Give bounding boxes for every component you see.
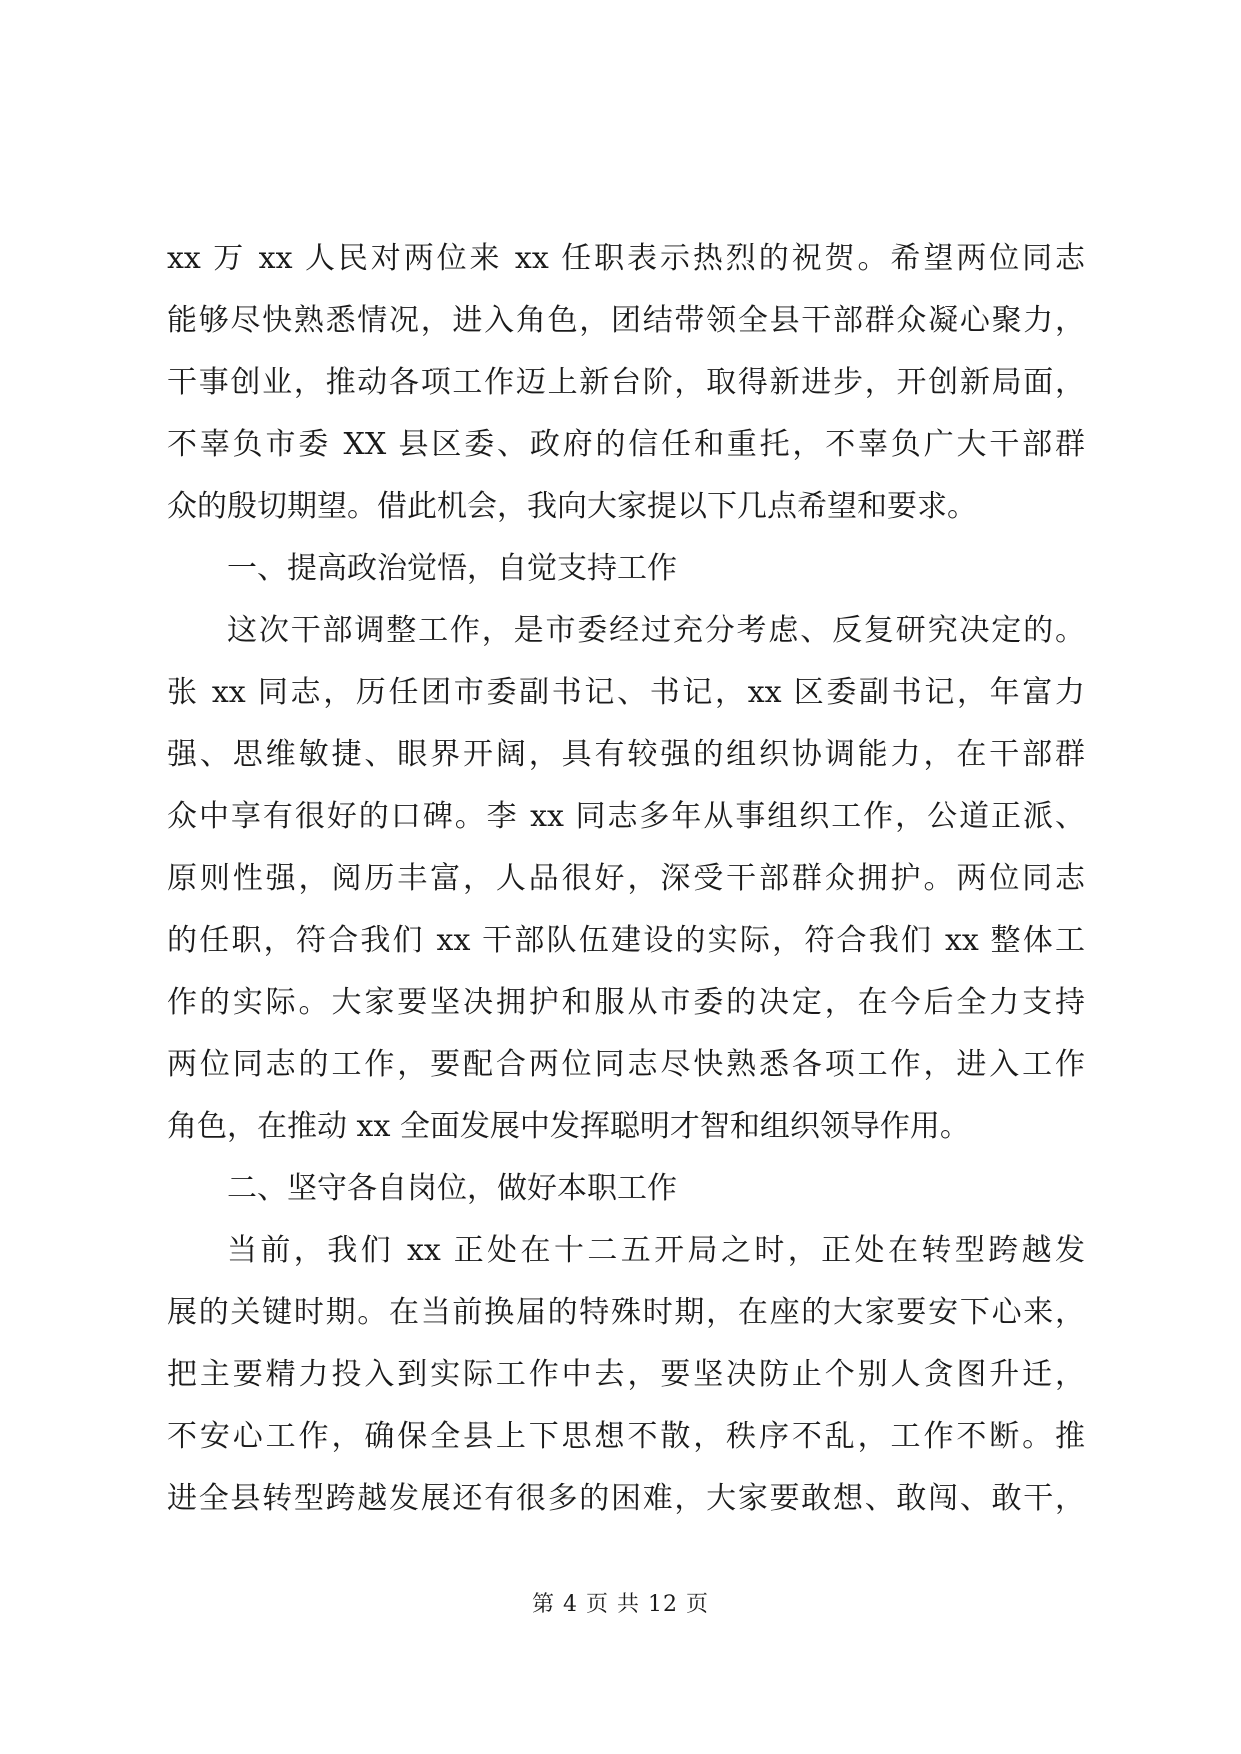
- body-line: 众的殷切期望。借此机会，我向大家提以下几点希望和要求。: [167, 489, 977, 524]
- body-line: 展的关键时期。在当前换届的特殊时期，在座的大家要安下心来，: [167, 1295, 1085, 1330]
- body-line: 进全县转型跨越发展还有很多的困难，大家要敢想、敢闯、敢干，: [167, 1481, 1085, 1516]
- body-line: xx 万 xx 人民对两位来 xx 任职表示热烈的祝贺。希望两位同志: [167, 241, 1085, 276]
- section-heading: 二、坚守各自岗位，做好本职工作: [227, 1171, 677, 1206]
- body-line: 当前，我们 xx 正处在十二五开局之时，正处在转型跨越发: [227, 1233, 1085, 1268]
- body-line: 不安心工作，确保全县上下思想不散，秩序不乱，工作不断。推: [167, 1419, 1085, 1454]
- body-line: 原则性强，阅历丰富，人品很好，深受干部群众拥护。两位同志: [167, 861, 1085, 896]
- body-line: 不辜负市委 XX 县区委、政府的信任和重托，不辜负广大干部群: [167, 427, 1085, 462]
- body-line: 的任职，符合我们 xx 干部队伍建设的实际，符合我们 xx 整体工: [167, 923, 1085, 958]
- document-body: [167, 228, 1085, 1530]
- body-line: 强、思维敏捷、眼界开阔，具有较强的组织协调能力，在干部群: [167, 737, 1085, 772]
- body-line: 两位同志的工作，要配合两位同志尽快熟悉各项工作，进入工作: [167, 1047, 1085, 1082]
- body-line: 能够尽快熟悉情况，进入角色，团结带领全县干部群众凝心聚力，: [167, 303, 1085, 338]
- page-number: 第 4 页 共 12 页: [532, 1592, 709, 1617]
- body-line: 众中享有很好的口碑。李 xx 同志多年从事组织工作，公道正派、: [167, 799, 1085, 834]
- body-line: 这次干部调整工作，是市委经过充分考虑、反复研究决定的。: [227, 613, 1085, 648]
- section-heading: 一、提高政治觉悟，自觉支持工作: [227, 551, 677, 586]
- body-line: 干事创业，推动各项工作迈上新台阶，取得新进步，开创新局面，: [167, 365, 1085, 400]
- body-line: 把主要精力投入到实际工作中去，要坚决防止个别人贪图升迁，: [167, 1357, 1085, 1392]
- body-line: 角色，在推动 xx 全面发展中发挥聪明才智和组织领导作用。: [167, 1109, 970, 1144]
- body-line: 作的实际。大家要坚决拥护和服从市委的决定，在今后全力支持: [167, 985, 1085, 1020]
- body-line: 张 xx 同志，历任团市委副书记、书记，xx 区委副书记，年富力: [167, 675, 1085, 710]
